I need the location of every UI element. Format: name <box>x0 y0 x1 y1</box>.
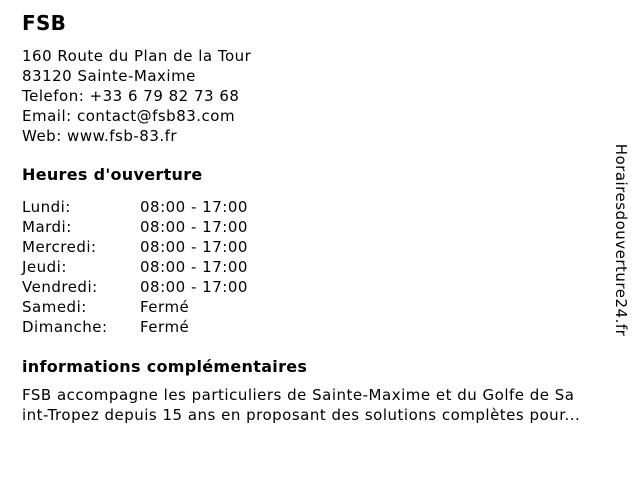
hours-row-saturday <box>22 297 638 317</box>
hours-row-monday <box>22 197 638 217</box>
hours-row-sunday <box>22 317 638 337</box>
hours-row-tuesday <box>22 217 638 237</box>
day-time: Fermé <box>140 298 190 316</box>
day-time: 08:00 - 17:00 <box>140 258 248 276</box>
day-label: Vendredi: <box>22 278 98 296</box>
day-label: Dimanche: <box>22 318 108 336</box>
hours-row-friday <box>22 277 638 297</box>
site-watermark: Horairesdouverture24.fr <box>612 143 630 337</box>
day-label: Samedi: <box>22 298 87 316</box>
day-label: Lundi: <box>22 198 71 216</box>
phone-value: +33 6 79 82 73 68 <box>89 87 240 105</box>
address-line-2: 83120 Sainte-Maxime <box>22 67 196 85</box>
phone-label: Telefon: <box>22 87 85 105</box>
web-line <box>22 126 638 146</box>
web-value: www.fsb-83.fr <box>67 127 178 145</box>
opening-hours-table <box>22 197 638 337</box>
hours-row-thursday <box>22 257 638 277</box>
day-label: Mardi: <box>22 218 72 236</box>
info-text-line-2: int-Tropez depuis 15 ans en proposant des solutions complètes pour... <box>22 406 581 424</box>
phone-line <box>22 86 638 106</box>
hours-row-wednesday <box>22 237 638 257</box>
email-value: contact@fsb83.com <box>76 107 236 125</box>
day-time: 08:00 - 17:00 <box>140 198 248 216</box>
info-text-line-1: FSB accompagne les particuliers de Sainte-Maxime et du Golfe de Sa <box>22 386 575 404</box>
business-listing <box>22 13 638 425</box>
opening-hours-heading: Heures d'ouverture <box>22 165 203 184</box>
day-label: Mercredi: <box>22 238 97 256</box>
day-time: Fermé <box>140 318 190 336</box>
additional-info-text <box>22 385 638 425</box>
email-label: Email: <box>22 107 72 125</box>
day-time: 08:00 - 17:00 <box>140 278 248 296</box>
day-label: Jeudi: <box>22 258 67 276</box>
day-time: 08:00 - 17:00 <box>140 218 248 236</box>
additional-info-heading: informations complémentaires <box>22 357 308 376</box>
address-line-1: 160 Route du Plan de la Tour <box>22 47 252 65</box>
day-time: 08:00 - 17:00 <box>140 238 248 256</box>
email-line <box>22 106 638 126</box>
contact-block <box>22 46 638 146</box>
business-name: FSB <box>22 11 67 35</box>
web-label: Web: <box>22 127 62 145</box>
